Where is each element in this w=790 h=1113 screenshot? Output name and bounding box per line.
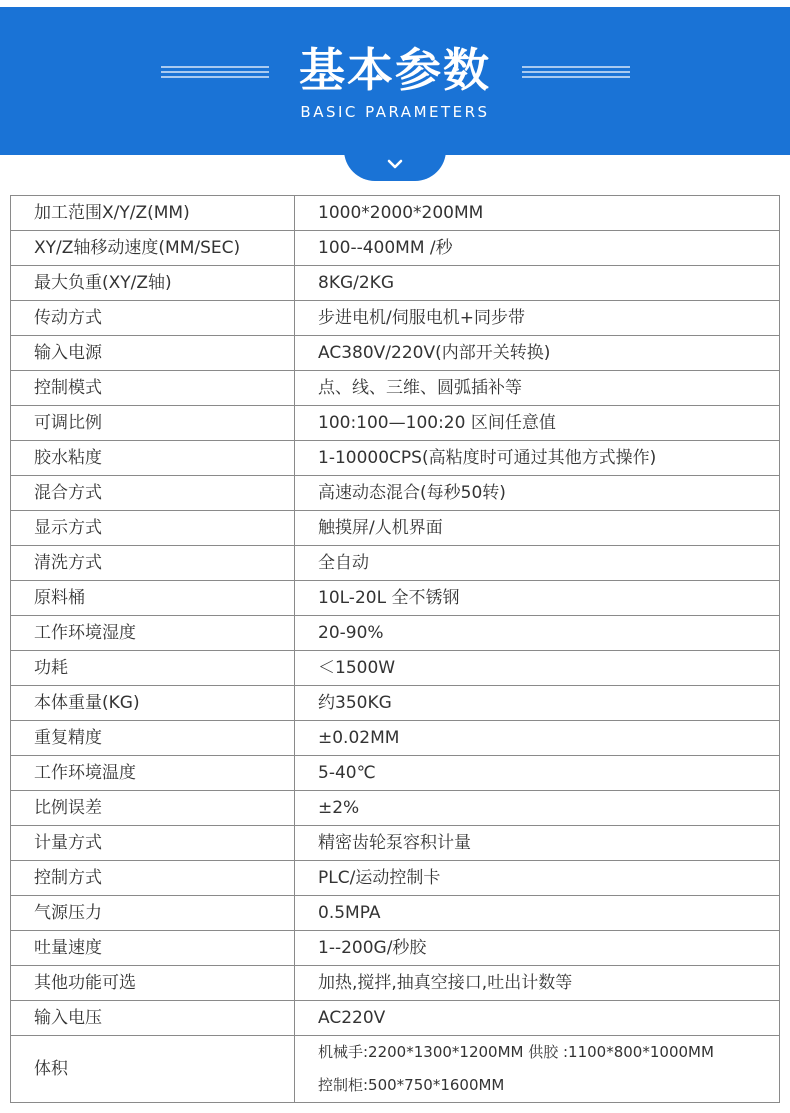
parameter-value: AC220V	[295, 1001, 780, 1036]
parameter-label: 工作环境温度	[11, 756, 295, 791]
parameter-label: 加工范围X/Y/Z(MM)	[11, 196, 295, 231]
parameter-value: AC380V/220V(内部开关转换)	[295, 336, 780, 371]
parameter-label: 传动方式	[11, 301, 295, 336]
parameter-label: 清洗方式	[11, 546, 295, 581]
table-row	[11, 931, 780, 966]
parameter-value: 100:100—100:20 区间任意值	[295, 406, 780, 441]
parameter-value: ＜1500W	[295, 651, 780, 686]
parameter-value: PLC/运动控制卡	[295, 861, 780, 896]
parameter-value: 约350KG	[295, 686, 780, 721]
table-row	[11, 756, 780, 791]
parameter-label: 重复精度	[11, 721, 295, 756]
table-row	[11, 266, 780, 301]
parameter-label: 混合方式	[11, 476, 295, 511]
parameter-label: 其他功能可选	[11, 966, 295, 1001]
parameter-value: 全自动	[295, 546, 780, 581]
table-row	[11, 546, 780, 581]
table-row	[11, 861, 780, 896]
table-row	[11, 371, 780, 406]
table-row	[11, 616, 780, 651]
parameter-label: 本体重量(KG)	[11, 686, 295, 721]
table-row	[11, 966, 780, 1001]
parameters-table	[10, 195, 780, 1103]
table-row	[11, 651, 780, 686]
table-row	[11, 406, 780, 441]
parameter-value: 0.5MPA	[295, 896, 780, 931]
table-row	[11, 896, 780, 931]
table-row	[11, 581, 780, 616]
table-row	[11, 511, 780, 546]
table-row	[11, 1001, 780, 1036]
parameter-value: 高速动态混合(每秒50转)	[295, 476, 780, 511]
volume-line-cabinet: 控制柜:500*750*1600MM	[318, 1076, 505, 1094]
parameter-label: 工作环境湿度	[11, 616, 295, 651]
table-row	[11, 791, 780, 826]
chevron-down-icon	[385, 158, 405, 170]
page-subtitle: BASIC PARAMETERS	[300, 103, 490, 121]
parameter-label: 气源压力	[11, 896, 295, 931]
parameter-value	[295, 1036, 780, 1103]
table-row	[11, 686, 780, 721]
parameter-value: 100--400MM /秒	[295, 231, 780, 266]
parameter-label: 控制方式	[11, 861, 295, 896]
parameter-value: 1000*2000*200MM	[295, 196, 780, 231]
parameter-label: 原料桶	[11, 581, 295, 616]
parameter-value: 5-40℃	[295, 756, 780, 791]
parameter-value: 20-90%	[295, 616, 780, 651]
parameter-value: ±2%	[295, 791, 780, 826]
parameter-label: 显示方式	[11, 511, 295, 546]
parameter-value: 1--200G/秒胶	[295, 931, 780, 966]
parameter-value: 精密齿轮泵容积计量	[295, 826, 780, 861]
parameter-label: 胶水粘度	[11, 441, 295, 476]
table-row	[11, 336, 780, 371]
parameter-value: 触摸屏/人机界面	[295, 511, 780, 546]
page-title: 基本参数	[299, 43, 491, 97]
parameter-value: 10L-20L 全不锈钢	[295, 581, 780, 616]
parameter-value: 加热,搅拌,抽真空接口,吐出计数等	[295, 966, 780, 1001]
parameter-label: 可调比例	[11, 406, 295, 441]
parameter-value: 步进电机/伺服电机+同步带	[295, 301, 780, 336]
parameter-label: 比例误差	[11, 791, 295, 826]
table-row	[11, 476, 780, 511]
parameter-label: 计量方式	[11, 826, 295, 861]
parameter-value: 8KG/2KG	[295, 266, 780, 301]
table-row	[11, 826, 780, 861]
parameter-value: 点、线、三维、圆弧插补等	[295, 371, 780, 406]
table-row	[11, 441, 780, 476]
table-row	[11, 231, 780, 266]
parameter-label: 输入电源	[11, 336, 295, 371]
parameter-value: 1-10000CPS(高粘度时可通过其他方式操作)	[295, 441, 780, 476]
parameter-label: XY/Z轴移动速度(MM/SEC)	[11, 231, 295, 266]
parameter-label: 体积	[11, 1036, 295, 1103]
table-row	[11, 196, 780, 231]
parameter-value: ±0.02MM	[295, 721, 780, 756]
volume-line-robot: 机械手:2200*1300*1200MM 供胶 :1100*800*1000MM	[318, 1043, 714, 1061]
parameter-label: 控制模式	[11, 371, 295, 406]
table-row	[11, 1036, 780, 1103]
parameter-label: 输入电压	[11, 1001, 295, 1036]
parameter-label: 吐量速度	[11, 931, 295, 966]
parameter-label: 功耗	[11, 651, 295, 686]
parameter-label: 最大负重(XY/Z轴)	[11, 266, 295, 301]
table-row	[11, 301, 780, 336]
table-row	[11, 721, 780, 756]
